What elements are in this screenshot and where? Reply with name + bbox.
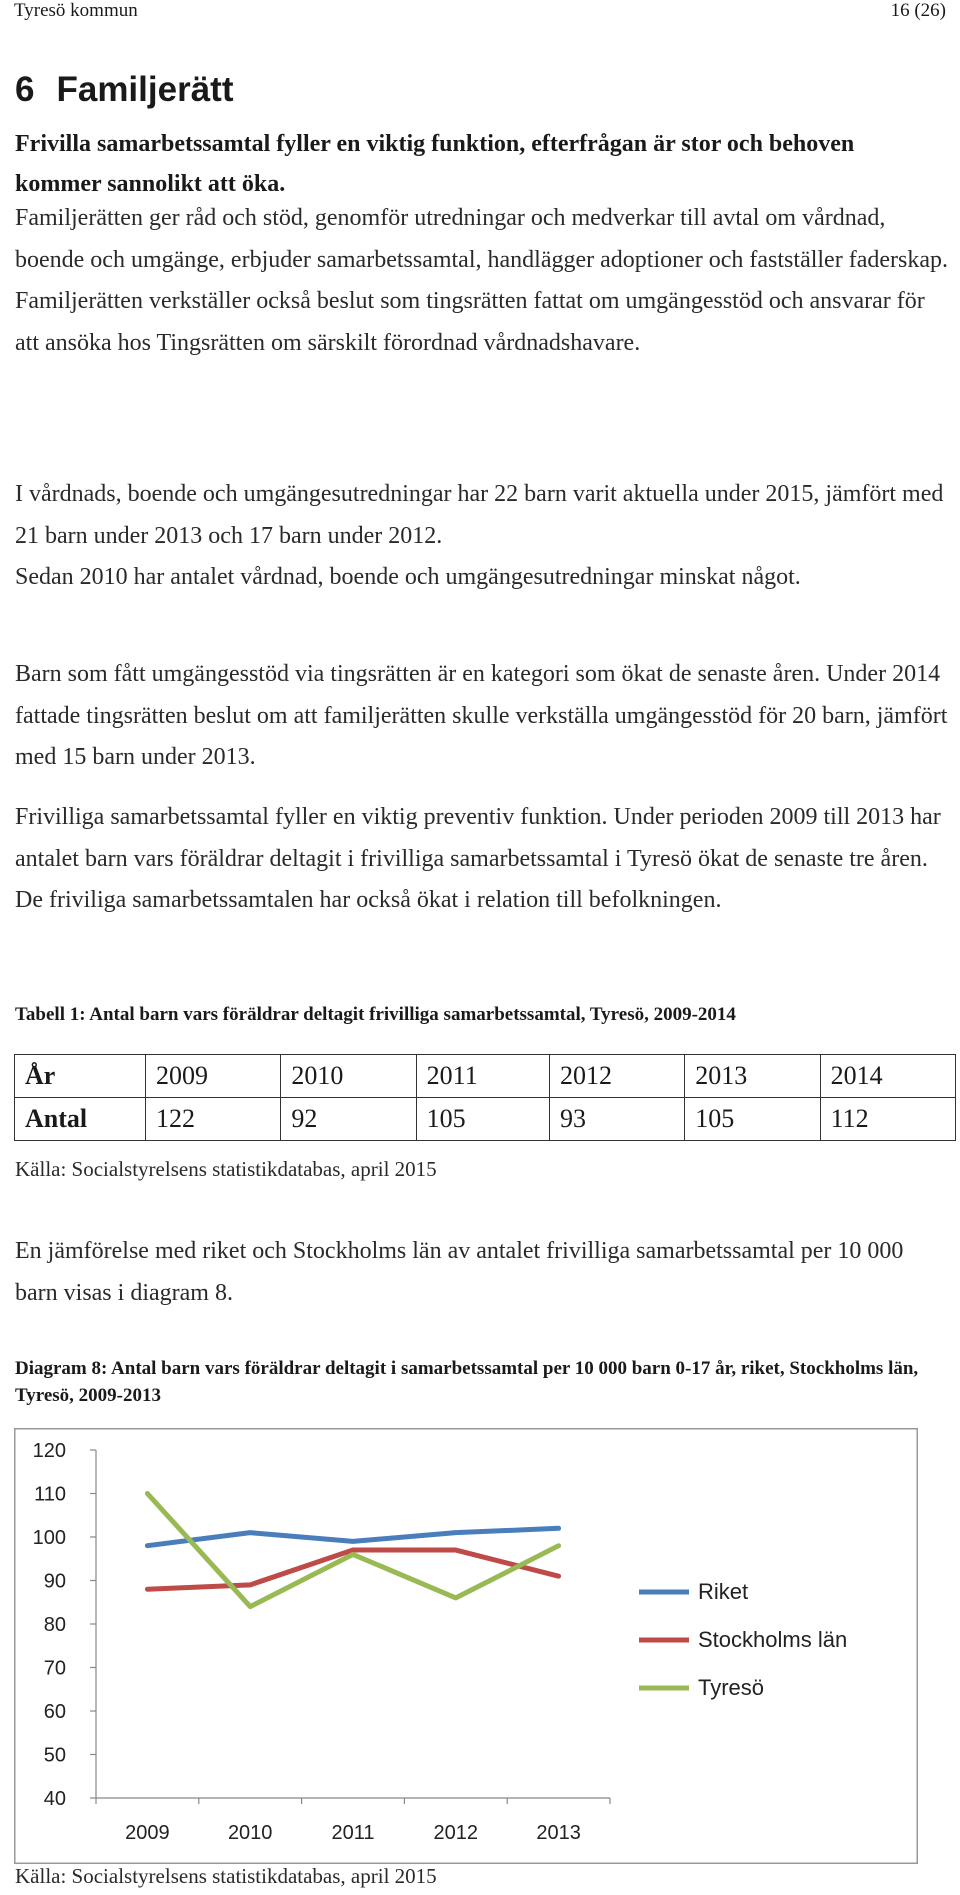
- y-tick-label: 50: [43, 1744, 66, 1767]
- table-caption: Tabell 1: Antal barn vars föräldrar deltagit frivilliga samarbetssamtal, Tyresö, 2009-2014: [15, 1004, 736, 1025]
- diagram-source: Källa: Socialstyrelsens statistikdatabas, april 2015: [15, 1864, 437, 1888]
- table-cell: 2009: [146, 1055, 281, 1098]
- paragraph-3: Sedan 2010 har antalet vårdnad, boende och umgängesutredningar minskat något.: [15, 564, 801, 590]
- table-cell: 2014: [820, 1055, 955, 1098]
- y-tick-label: 110: [34, 1483, 66, 1506]
- paragraph-1: Familjerätten ger råd och stöd, genomför utredningar och medverkar till avtal om vårdnad, boende och umgänge, erbjuder samarbetssamtal, handlägger adoptioner och fastställer faderskap. Familjerätten verkställer också beslut som tingsrätten fattat om umgängesstöd och ansvarar för att ansöka hos Tingsrätten om särskilt förordnad vårdnadshavare.: [15, 205, 948, 356]
- page-number: 16 (26): [890, 0, 946, 21]
- table-cell: 105: [685, 1098, 820, 1141]
- y-tick-label: 90: [43, 1570, 66, 1593]
- table-cell: 2011: [416, 1055, 549, 1098]
- x-tick-label: 2012: [433, 1822, 479, 1844]
- x-tick-label: 2009: [125, 1822, 170, 1844]
- paragraph-2: I vårdnads, boende och umgängesutredningar har 22 barn varit aktuella under 2015, jämfört med 21 barn under 2013 och 17 barn under 2012.: [15, 481, 944, 549]
- table-header-cell: År: [15, 1055, 146, 1098]
- stats-table: [14, 1054, 956, 1141]
- y-tick-label: 100: [32, 1527, 66, 1549]
- diagram-caption: Diagram 8: Antal barn vars föräldrar deltagit i samarbetssamtal per 10 000 barn 0-17 år, riket, Stockholms län, Tyresö, 2009-2013: [15, 1358, 919, 1406]
- legend-label: Stockholms län: [698, 1627, 848, 1652]
- x-tick-label: 2010: [227, 1822, 273, 1844]
- table-cell: 2010: [281, 1055, 416, 1098]
- paragraph-6: En jämförelse med riket och Stockholms län av antalet frivilliga samarbetssamtal per 10 000 barn visas i diagram 8.: [15, 1238, 904, 1306]
- y-tick-label: 40: [43, 1788, 66, 1810]
- table-cell: 92: [281, 1098, 416, 1141]
- table-row: [15, 1098, 956, 1141]
- section-title: Familjerätt: [56, 70, 234, 109]
- table-header-cell: Antal: [15, 1098, 146, 1141]
- paragraph-4: Barn som fått umgängesstöd via tingsrätten är en kategori som ökat de senaste åren. Under 2014 fattade tingsrätten beslut om att familjerätten skulle verkställa umgängesstöd för 20 barn, jämfört med 15 barn under 2013.: [15, 661, 948, 770]
- legend-label: Riket: [698, 1579, 749, 1604]
- page-header: [14, 0, 946, 24]
- legend-label: Tyresö: [698, 1675, 765, 1700]
- y-tick-label: 60: [43, 1701, 66, 1723]
- x-tick-label: 2013: [536, 1822, 581, 1844]
- y-tick-label: 80: [43, 1614, 66, 1636]
- table-cell: 93: [549, 1098, 684, 1141]
- section-lead: Frivilla samarbetssamtal fyller en viktig funktion, efterfrågan är stor och behoven kommer sannolikt att öka.: [15, 131, 855, 197]
- section-number: 6: [15, 70, 35, 109]
- table-cell: 105: [416, 1098, 549, 1141]
- y-tick-label: 120: [32, 1440, 66, 1462]
- table-cell: 122: [146, 1098, 281, 1141]
- line-chart: [14, 1428, 918, 1864]
- table-row: [15, 1055, 956, 1098]
- table-cell: 2012: [549, 1055, 684, 1098]
- paragraph-5: Frivilliga samarbetssamtal fyller en viktig preventiv funktion. Under perioden 2009 till 2013 har antalet barn vars föräldrar deltagit i frivilliga samarbetssamtal i Tyresö ökat de senaste tre åren. De friviliga samarbetssamtalen har också ökat i relation till befolkningen.: [15, 804, 941, 913]
- org-name: Tyresö kommun: [14, 0, 138, 21]
- section-heading: [15, 70, 233, 110]
- table-cell: 2013: [685, 1055, 820, 1098]
- table-cell: 112: [820, 1098, 955, 1141]
- x-tick-label: 2011: [331, 1822, 375, 1844]
- y-tick-label: 70: [43, 1657, 66, 1680]
- table-source: Källa: Socialstyrelsens statistikdatabas, april 2015: [15, 1157, 437, 1181]
